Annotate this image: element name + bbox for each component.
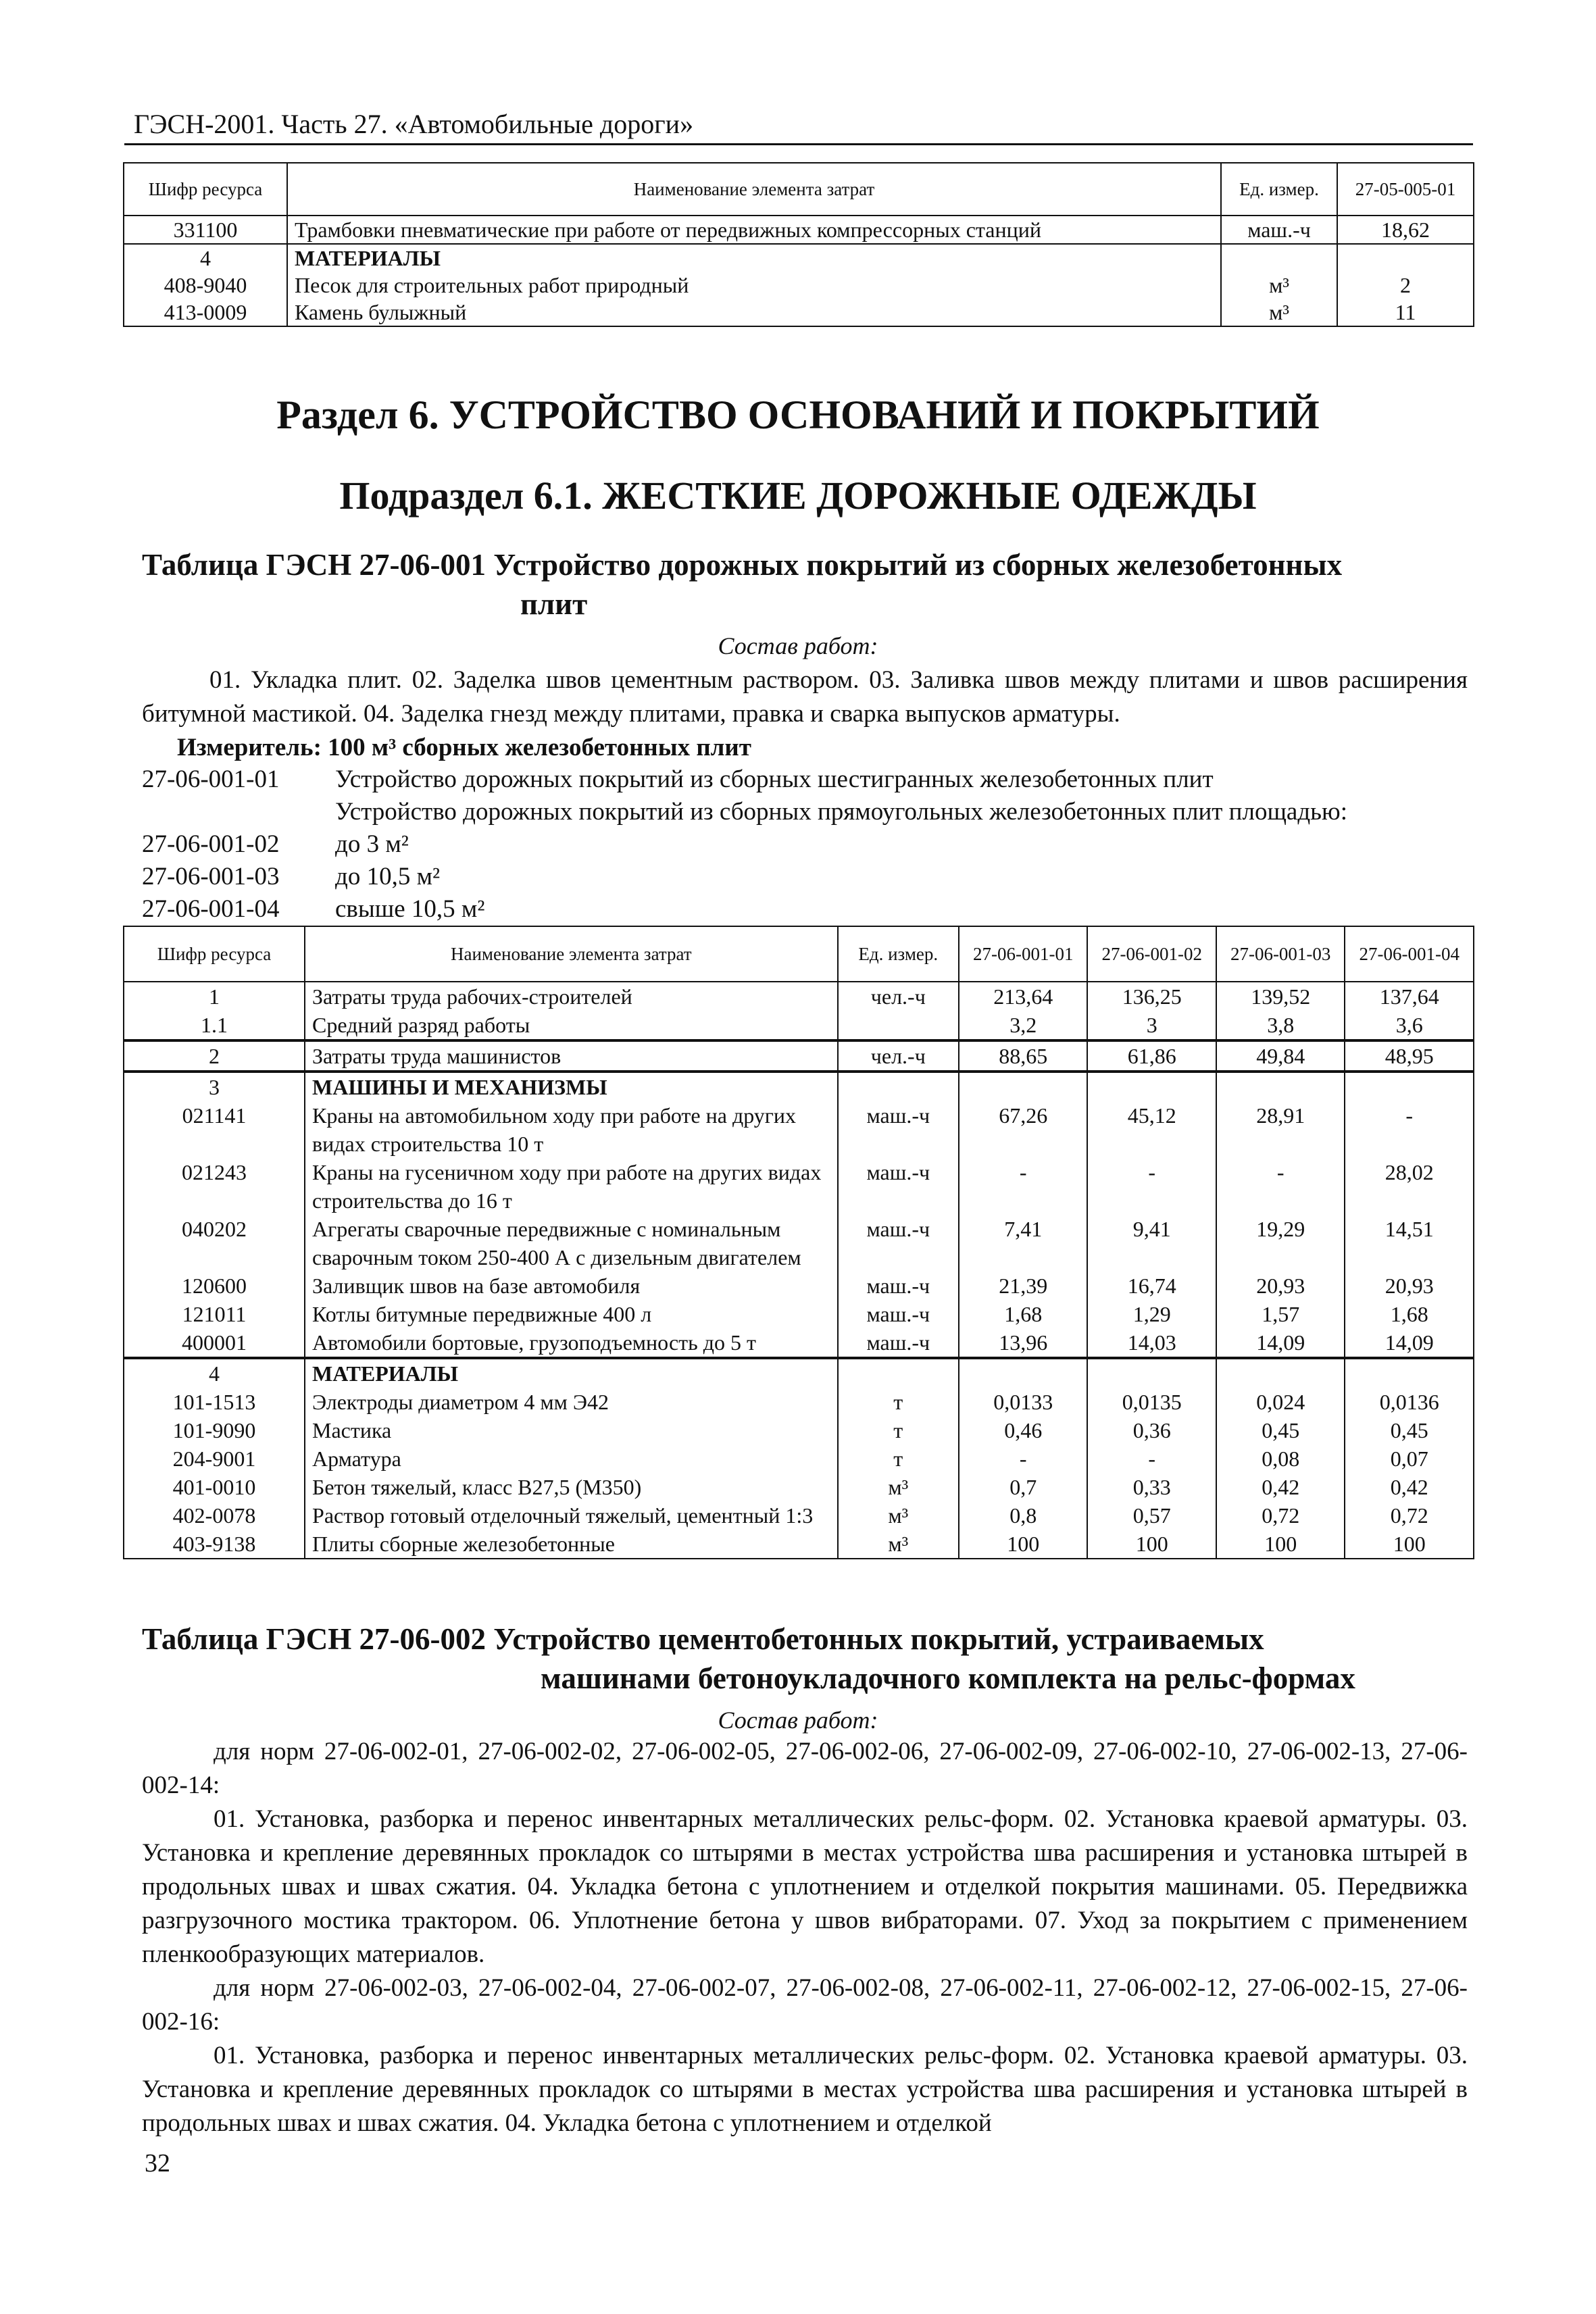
section-title: Раздел 6. УСТРОЙСТВО ОСНОВАНИЙ И ПОКРЫТИЙ xyxy=(276,393,1320,437)
cell-name: МАТЕРИАЛЫ xyxy=(287,244,1221,272)
cell-value: 3,8 xyxy=(1216,1011,1345,1040)
table-row xyxy=(124,1444,1474,1473)
cell-code: 3 xyxy=(124,1072,305,1101)
cell-value: 0,42 xyxy=(1345,1473,1474,1501)
cell-value xyxy=(1216,1358,1345,1388)
table-row xyxy=(124,1040,1474,1072)
cell-value: 2 xyxy=(1337,272,1474,299)
cell-value: 49,84 xyxy=(1216,1040,1345,1072)
cell-value xyxy=(959,1358,1087,1388)
table-row xyxy=(124,216,1474,244)
cell-value: 136,25 xyxy=(1087,982,1216,1011)
cell-code: 400001 xyxy=(124,1328,305,1358)
cell-value: 11 xyxy=(1337,299,1474,326)
cell-value: 67,26 xyxy=(959,1101,1087,1158)
cell-code: 101-9090 xyxy=(124,1416,305,1444)
table-row xyxy=(124,1501,1474,1530)
header-rule xyxy=(124,143,1473,145)
cell-unit: т xyxy=(838,1416,959,1444)
cell-name: Краны на автомобильном ходу при работе на других видах строительства 10 т xyxy=(305,1101,838,1158)
cell-unit: маш.-ч xyxy=(838,1158,959,1215)
cell-name: Плиты сборные железобетонные xyxy=(305,1530,838,1559)
norm-code: 27-06-001-02 xyxy=(142,830,280,858)
table2-norms-group-1: для норм 27-06-002-01, 27-06-002-02, 27-06-002-05, 27-06-002-06, 27-06-002-09, 27-06-002-10, 27-06-002-13, 27-06-002-14: xyxy=(142,1738,1468,1799)
cell-code: 040202 xyxy=(124,1215,305,1272)
header-col: 27-06-001-01 xyxy=(959,926,1087,982)
cell-code: 402-0078 xyxy=(124,1501,305,1530)
cell-value: 0,024 xyxy=(1216,1388,1345,1416)
cell-name: Заливщик швов на базе автомобиля xyxy=(305,1272,838,1300)
cell-unit: маш.-ч xyxy=(838,1300,959,1328)
norm-description: Устройство дорожных покрытий из сборных прямоугольных железобетонных плит площадью: xyxy=(335,798,1347,826)
cell-name: Затраты труда машинистов xyxy=(305,1040,838,1072)
cell-code: 1.1 xyxy=(124,1011,305,1040)
cell-unit: чел.-ч xyxy=(838,1040,959,1072)
cell-value xyxy=(959,1072,1087,1101)
cell-code: 1 xyxy=(124,982,305,1011)
table1-resource-table xyxy=(123,926,1474,1559)
cell-value: 100 xyxy=(1087,1530,1216,1559)
header-col: 27-06-001-03 xyxy=(1216,926,1345,982)
cell-value: 18,62 xyxy=(1337,216,1474,244)
cell-code: 2 xyxy=(124,1040,305,1072)
cell-unit: м³ xyxy=(1221,272,1337,299)
cell-value xyxy=(1087,1358,1216,1388)
cell-code: 331100 xyxy=(124,216,287,244)
table-row xyxy=(124,1473,1474,1501)
table-row xyxy=(124,1358,1474,1388)
cell-value: 14,09 xyxy=(1216,1328,1345,1358)
cell-value: 14,09 xyxy=(1345,1328,1474,1358)
cell-name: Затраты труда рабочих-строителей xyxy=(305,982,838,1011)
cell-value xyxy=(1087,1072,1216,1101)
cell-unit: м³ xyxy=(838,1473,959,1501)
cell-unit: маш.-ч xyxy=(838,1328,959,1358)
cell-value: 16,74 xyxy=(1087,1272,1216,1300)
cell-value: 139,52 xyxy=(1216,982,1345,1011)
cell-code: 4 xyxy=(124,1358,305,1388)
norm-description: Устройство дорожных покрытий из сборных шестигранных железобетонных плит xyxy=(335,765,1214,793)
cell-name: МАШИНЫ И МЕХАНИЗМЫ xyxy=(305,1072,838,1101)
cell-value: 1,57 xyxy=(1216,1300,1345,1328)
cell-value: 45,12 xyxy=(1087,1101,1216,1158)
table1-work-text: 01. Укладка плит. 02. Заделка швов цементным раствором. 03. Заливка швов между плитами и швов расширения битумной мастикой. 04. Заделка гнезд между плитами, правка и сварка выпусков арматуры. xyxy=(142,666,1468,728)
cell-code: 204-9001 xyxy=(124,1444,305,1473)
norm-description: свыше 10,5 м² xyxy=(335,895,485,923)
header-name: Наименование элемента затрат xyxy=(287,163,1221,216)
table1-work-caption: Состав работ: xyxy=(718,632,878,659)
cell-value: 13,96 xyxy=(959,1328,1087,1358)
cell-code: 403-9138 xyxy=(124,1530,305,1559)
norm-description: до 10,5 м² xyxy=(335,863,441,890)
cell-value: 0,72 xyxy=(1216,1501,1345,1530)
cell-value: 0,08 xyxy=(1216,1444,1345,1473)
cell-unit xyxy=(838,1358,959,1388)
cell-name: Автомобили бортовые, грузоподъемность до 5 т xyxy=(305,1328,838,1358)
cell-value: 1,29 xyxy=(1087,1300,1216,1328)
cell-value: 7,41 xyxy=(959,1215,1087,1272)
header-unit: Ед. измер. xyxy=(1221,163,1337,216)
previous-resource-table xyxy=(123,162,1474,327)
table-row xyxy=(124,1158,1474,1215)
cell-name: Песок для строительных работ природный xyxy=(287,272,1221,299)
cell-value: 100 xyxy=(1345,1530,1474,1559)
cell-value: 0,0136 xyxy=(1345,1388,1474,1416)
table-row xyxy=(124,272,1474,299)
cell-value: 88,65 xyxy=(959,1040,1087,1072)
cell-value: 0,46 xyxy=(959,1416,1087,1444)
cell-value: 0,42 xyxy=(1216,1473,1345,1501)
cell-value: 3 xyxy=(1087,1011,1216,1040)
cell-name: Котлы битумные передвижные 400 л xyxy=(305,1300,838,1328)
norm-description: до 3 м² xyxy=(335,830,409,858)
cell-unit: маш.-ч xyxy=(838,1272,959,1300)
cell-unit xyxy=(838,1072,959,1101)
table-header-row xyxy=(124,163,1474,216)
cell-value: 21,39 xyxy=(959,1272,1087,1300)
table-row xyxy=(124,1530,1474,1559)
norm-code: 27-06-001-01 xyxy=(142,765,280,793)
header-col: 27-05-005-01 xyxy=(1337,163,1474,216)
cell-value: 28,02 xyxy=(1345,1158,1474,1215)
cell-code: 4 xyxy=(124,244,287,272)
cell-value: 0,57 xyxy=(1087,1501,1216,1530)
cell-name: Мастика xyxy=(305,1416,838,1444)
cell-value xyxy=(1345,1358,1474,1388)
cell-value: 1,68 xyxy=(959,1300,1087,1328)
cell-value: 0,8 xyxy=(959,1501,1087,1530)
table2-norms-group-2: для норм 27-06-002-03, 27-06-002-04, 27-06-002-07, 27-06-002-08, 27-06-002-11, 27-06-002-12, 27-06-002-15, 27-06-002-16: xyxy=(142,1974,1468,2036)
cell-unit xyxy=(838,1011,959,1040)
cell-unit: т xyxy=(838,1444,959,1473)
cell-value: 0,45 xyxy=(1216,1416,1345,1444)
header-name: Наименование элемента затрат xyxy=(305,926,838,982)
subsection-title: Подраздел 6.1. ЖЕСТКИЕ ДОРОЖНЫЕ ОДЕЖДЫ xyxy=(339,474,1257,518)
cell-value: 0,45 xyxy=(1345,1416,1474,1444)
cell-value: 20,93 xyxy=(1345,1272,1474,1300)
table-row xyxy=(124,1272,1474,1300)
cell-value: - xyxy=(959,1158,1087,1215)
table1-title-continued: плит xyxy=(520,587,588,621)
cell-value: 1,68 xyxy=(1345,1300,1474,1328)
cell-unit: м³ xyxy=(1221,299,1337,326)
page-number: 32 xyxy=(145,2149,170,2178)
cell-name: Краны на гусеничном ходу при работе на других видах строительства до 16 т xyxy=(305,1158,838,1215)
cell-code: 021243 xyxy=(124,1158,305,1215)
cell-value: 28,91 xyxy=(1216,1101,1345,1158)
table-row xyxy=(124,244,1474,272)
norm-code: 27-06-001-03 xyxy=(142,863,280,890)
cell-value: - xyxy=(959,1444,1087,1473)
cell-value: 14,03 xyxy=(1087,1328,1216,1358)
cell-code: 101-1513 xyxy=(124,1388,305,1416)
cell-value: 48,95 xyxy=(1345,1040,1474,1072)
cell-unit xyxy=(1221,244,1337,272)
cell-value: 137,64 xyxy=(1345,982,1474,1011)
cell-code: 408-9040 xyxy=(124,272,287,299)
norm-code: 27-06-001-04 xyxy=(142,895,280,923)
cell-code: 401-0010 xyxy=(124,1473,305,1501)
cell-value: 3,2 xyxy=(959,1011,1087,1040)
cell-value: 0,07 xyxy=(1345,1444,1474,1473)
cell-value: 20,93 xyxy=(1216,1272,1345,1300)
cell-value: 213,64 xyxy=(959,982,1087,1011)
cell-value: - xyxy=(1216,1158,1345,1215)
cell-name: Бетон тяжелый, класс В27,5 (М350) xyxy=(305,1473,838,1501)
table-row xyxy=(124,1101,1474,1158)
cell-value: 14,51 xyxy=(1345,1215,1474,1272)
cell-value: - xyxy=(1345,1101,1474,1158)
table2-work-text-1: 01. Установка, разборка и перенос инвентарных металлических рельс-форм. 02. Установка краевой арматуры. 03. Установка и крепление деревянных прокладок со штырями в местах устройства шва расширения и установка штырей в продольных швах и швах сжатия. 04. Укладка бетона с уплотнением и отделкой покрытия машинами. 05. Передвижка разгрузочного мостика трактором. 06. Уплотнение бетона у швов вибраторами. 07. Уход за покрытием с применением пленкообразующих материалов. xyxy=(142,1805,1468,1968)
table-row xyxy=(124,1215,1474,1272)
cell-name: Трамбовки пневматические при работе от передвижных компрессорных станций xyxy=(287,216,1221,244)
cell-value: 0,36 xyxy=(1087,1416,1216,1444)
cell-value: 61,86 xyxy=(1087,1040,1216,1072)
table2-work-text-2: 01. Установка, разборка и перенос инвентарных металлических рельс-форм. 02. Установка краевой арматуры. 03. Установка и крепление деревянных прокладок со штырями в местах устройства шва расширения и установка штырей в продольных швах и швах сжатия. 04. Укладка бетона с уплотнением и отделкой xyxy=(142,2042,1468,2137)
cell-unit: м³ xyxy=(838,1501,959,1530)
table1-measure: Измеритель: 100 м³ сборных железобетонных плит xyxy=(177,734,751,761)
cell-name: Электроды диаметром 4 мм Э42 xyxy=(305,1388,838,1416)
table2-title: Таблица ГЭСН 27-06-002 Устройство цементобетонных покрытий, устраиваемых xyxy=(142,1622,1264,1656)
cell-value: - xyxy=(1087,1158,1216,1215)
header-col: 27-06-001-04 xyxy=(1345,926,1474,982)
cell-code: 021141 xyxy=(124,1101,305,1158)
table-row xyxy=(124,1416,1474,1444)
cell-name: Средний разряд работы xyxy=(305,1011,838,1040)
cell-value: 3,6 xyxy=(1345,1011,1474,1040)
header-unit: Ед. измер. xyxy=(838,926,959,982)
cell-value xyxy=(1337,244,1474,272)
cell-value: 0,0133 xyxy=(959,1388,1087,1416)
cell-value xyxy=(1345,1072,1474,1101)
cell-unit: маш.-ч xyxy=(1221,216,1337,244)
table1-title: Таблица ГЭСН 27-06-001 Устройство дорожных покрытий из сборных железобетонных xyxy=(142,548,1343,582)
table-header-row xyxy=(124,926,1474,982)
cell-code: 413-0009 xyxy=(124,299,287,326)
table-row xyxy=(124,299,1474,326)
header-code: Шифр ресурса xyxy=(124,926,305,982)
table-row xyxy=(124,1300,1474,1328)
header-code: Шифр ресурса xyxy=(124,163,287,216)
cell-value: 0,7 xyxy=(959,1473,1087,1501)
cell-unit: м³ xyxy=(838,1530,959,1559)
cell-code: 121011 xyxy=(124,1300,305,1328)
table-row xyxy=(124,1011,1474,1040)
table2-title-continued: машинами бетоноукладочного комплекта на рельс-формах xyxy=(541,1661,1355,1695)
cell-name: Камень булыжный xyxy=(287,299,1221,326)
cell-name: Агрегаты сварочные передвижные с номинальным сварочным током 250-400 А с дизельным двигателем xyxy=(305,1215,838,1272)
cell-value: 100 xyxy=(1216,1530,1345,1559)
cell-value: 0,0135 xyxy=(1087,1388,1216,1416)
table2-work-caption: Состав работ: xyxy=(718,1707,878,1734)
cell-value: 100 xyxy=(959,1530,1087,1559)
cell-unit: чел.-ч xyxy=(838,982,959,1011)
cell-value: - xyxy=(1087,1444,1216,1473)
table-row xyxy=(124,1072,1474,1101)
cell-value: 9,41 xyxy=(1087,1215,1216,1272)
header-col: 27-06-001-02 xyxy=(1087,926,1216,982)
running-header: ГЭСН-2001. Часть 27. «Автомобильные дороги» xyxy=(134,109,694,139)
cell-code: 120600 xyxy=(124,1272,305,1300)
cell-value: 19,29 xyxy=(1216,1215,1345,1272)
cell-value: 0,33 xyxy=(1087,1473,1216,1501)
cell-name: МАТЕРИАЛЫ xyxy=(305,1358,838,1388)
table-row xyxy=(124,982,1474,1011)
cell-unit: маш.-ч xyxy=(838,1215,959,1272)
cell-unit: маш.-ч xyxy=(838,1101,959,1158)
cell-unit: т xyxy=(838,1388,959,1416)
table-row xyxy=(124,1328,1474,1358)
cell-value xyxy=(1216,1072,1345,1101)
table-row xyxy=(124,1388,1474,1416)
cell-value: 0,72 xyxy=(1345,1501,1474,1530)
cell-name: Арматура xyxy=(305,1444,838,1473)
cell-name: Раствор готовый отделочный тяжелый, цементный 1:3 xyxy=(305,1501,838,1530)
